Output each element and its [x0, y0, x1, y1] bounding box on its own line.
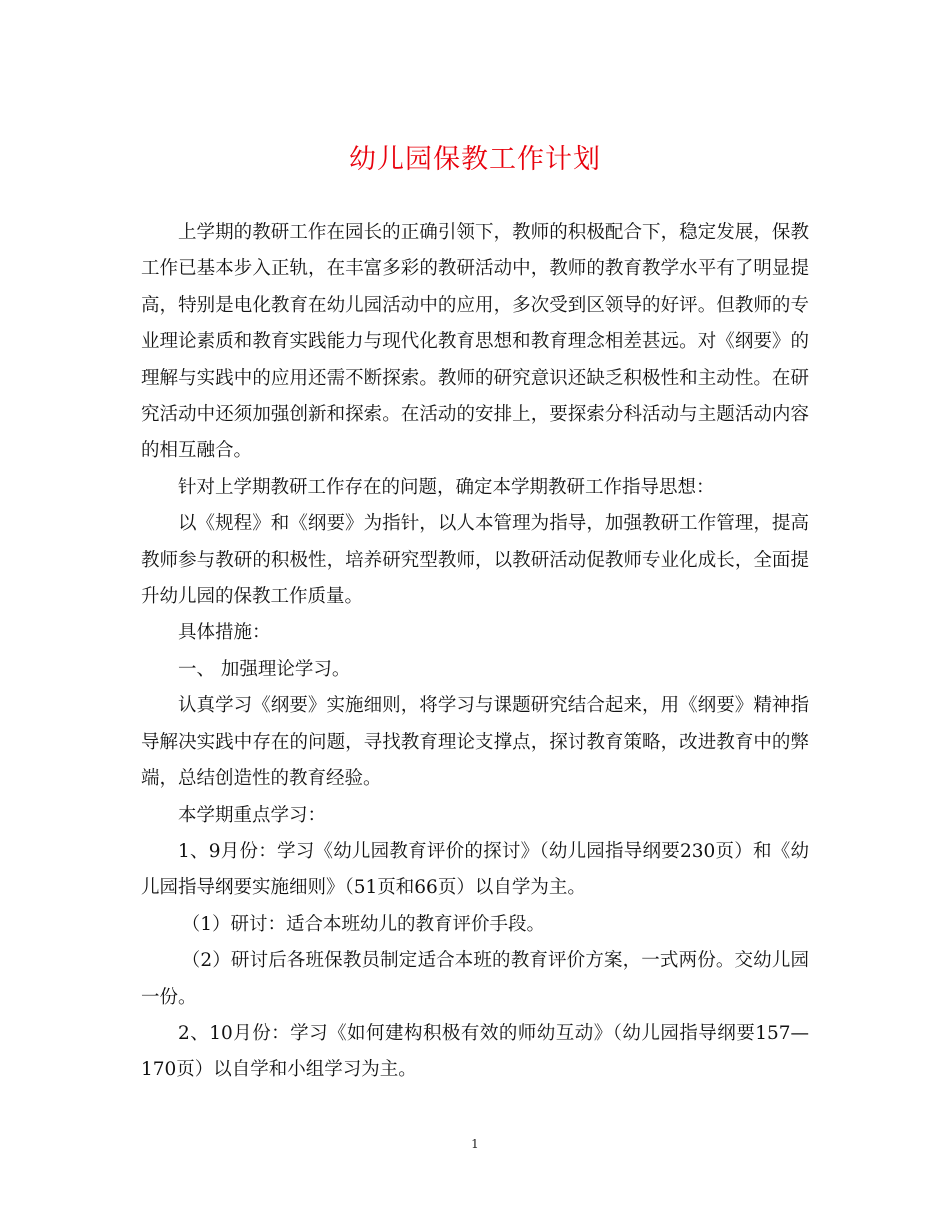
- list-subitem-1: （1）研讨：适合本班幼儿的教育评价手段。: [181, 913, 545, 935]
- paragraph-key-study: 本学期重点学习：: [178, 804, 327, 826]
- page-number: 1: [471, 1137, 479, 1151]
- paragraph-guiding-thought: 以《规程》和《纲要》为指针，以人本管理为指导，加强教研工作管理，提高教师参与教研的积极性，培养研究型教师，以教研活动促教师专业化成长，全面提升幼儿园的保教工作质量。: [141, 513, 809, 608]
- list-subitem-2: （2）研讨后各班保教员制定适合本班的教育评价方案，一式两份。交幼儿园一份。: [141, 950, 809, 1008]
- paragraph-problem-statement: 针对上学期教研工作存在的问题，确定本学期教研工作指导思想：: [178, 476, 715, 498]
- paragraph-theory-study: 认真学习《纲要》实施细则，将学习与课题研究结合起来，用《纲要》精神指导解决实践中存在的问题，寻找教育理论支撑点，探讨教育策略，改进教育中的弊端，总结创造性的教育经验。: [141, 695, 809, 790]
- document-body: [141, 215, 809, 1089]
- paragraph-intro: 上学期的教研工作在园长的正确引领下，教师的积极配合下，稳定发展，保教工作已基本步入正轨，在丰富多彩的教研活动中，教师的教育教学水平有了明显提高，特别是电化教育在幼儿园活动中的应用，多次受到区领导的好评。但教师的专业理论素质和教育实践能力与现代化教育思想和教育理念相差甚远。对《纲要》的理解与实践中的应用还需不断探索。教师的研究意识还缺乏积极性和主动性。在研究活动中还须加强创新和探索。在活动的安排上，要探索分科活动与主题活动内容的相互融合。: [141, 222, 809, 462]
- list-item-october: 2、10月份：学习《如何建构积极有效的师幼互动》（幼儿园指导纲要157—170页）以自学和小组学习为主。: [141, 1022, 809, 1081]
- document-title: 幼儿园保教工作计划: [349, 144, 601, 175]
- paragraph-measures-heading: 具体措施：: [178, 622, 271, 644]
- list-item-september: 1、9月份：学习《幼儿园教育评价的探讨》（幼儿园指导纲要230页）和《幼儿园指导纲要实施细则》（51页和66页）以自学为主。: [141, 840, 809, 899]
- section-heading-theory-study: 一、 加强理论学习。: [178, 658, 351, 680]
